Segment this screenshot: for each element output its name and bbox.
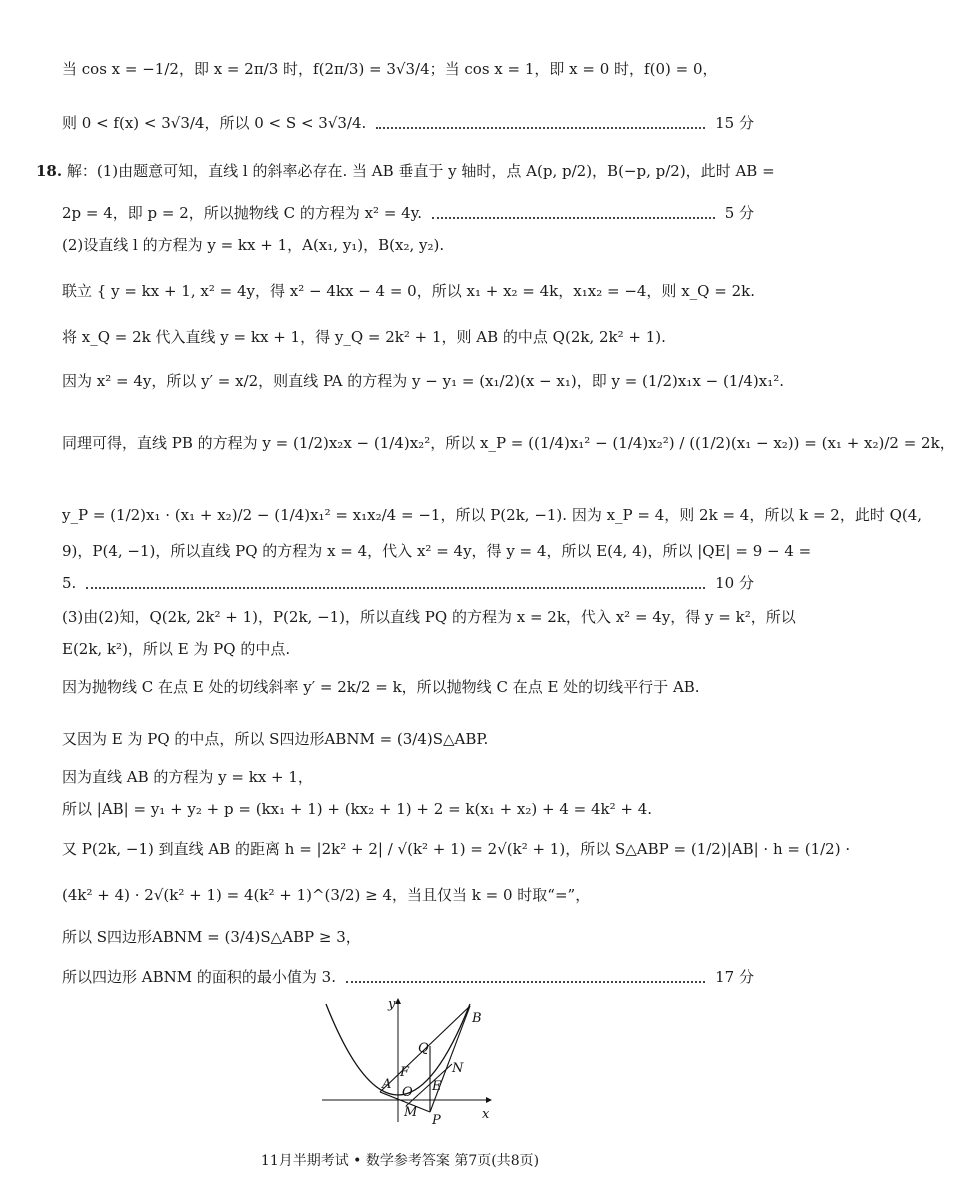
label-e: E [432,1079,442,1094]
line-5: (2)设直线 l 的方程为 y = kx + 1，A(x₁, y₁)，B(x₂, y₂). [62,236,445,254]
score-5: 5 分 [724,204,754,222]
line-20: (4k² + 4) · 2√(k² + 1) = 4(k² + 1)^(3/2) ≥ 4，当且仅当 k = 0 时取“=”， [62,886,591,904]
tangent-pb [430,1006,470,1112]
label-m: M [404,1105,418,1120]
line-22-text: 所以四边形 ABNM 的面积的最小值为 3. [62,968,336,986]
line-17: 因为直线 AB 的方程为 y = kx + 1， [62,768,313,786]
line-3-text: 解：(1)由题意可知，直线 l 的斜率必存在. 当 AB 垂直于 y 轴时，点 A(p, p/2)，B(−p, p/2)，此时 AB = [66,162,775,180]
label-b: B [472,1011,482,1026]
problem-number: 18. [36,162,63,180]
label-o: O [402,1085,413,1100]
line-9: 同理可得，直线 PB 的方程为 y = (1/2)x₂x − (1/4)x₂²，所以 x_P = ((1/4)x₁² − (1/4)x₂²) / ((1/2)(x₁ − x₂)) = (x₁ + x₂)/2 = 2k， [62,434,955,452]
line-18: 所以 |AB| = y₁ + y₂ + p = (kx₁ + 1) + (kx₂ + 1) + 2 = k(x₁ + x₂) + 4 = 4k² + 4. [62,800,653,818]
line-11: 9)，P(4, −1)，所以直线 PQ 的方程为 x = 4，代入 x² = 4y，得 y = 4，所以 E(4, 4)，所以 |QE| = 9 − 4 = [62,542,812,560]
line-4-text: 2p = 4，即 p = 2，所以抛物线 C 的方程为 x² = 4y. [62,204,422,222]
line-13: (3)由(2)知，Q(2k, 2k² + 1)，P(2k, −1)，所以直线 PQ 的方程为 x = 2k，代入 x² = 4y，得 y = k²，所以 [62,608,796,626]
line-21: 所以 S四边形ABNM = (3/4)S△ABP ≥ 3， [62,928,361,946]
line-12 [62,572,754,594]
line-19: 又 P(2k, −1) 到直线 AB 的距离 h = |2k² + 2| / √(k² + 1) = 2√(k² + 1)，所以 S△ABP = (1/2)|AB| · h = (1/2) · [62,840,851,858]
score-10: 10 分 [715,574,754,592]
label-p: P [432,1113,441,1128]
score-17: 17 分 [715,968,754,986]
line-3 [36,160,775,182]
label-q: Q [418,1041,429,1056]
line-12-text: 5. [62,574,77,592]
y-axis-arrow [395,998,401,1004]
line-14: E(2k, k²)，所以 E 为 PQ 的中点. [62,640,291,658]
line-15: 因为抛物线 C 在点 E 处的切线斜率 y′ = 2k/2 = k，所以抛物线 C 在点 E 处的切线平行于 AB. [62,678,700,696]
line-7: 将 x_Q = 2k 代入直线 y = kx + 1，得 y_Q = 2k² + 1，则 AB 的中点 Q(2k, 2k² + 1). [62,328,666,346]
dot-leader [86,587,705,589]
line-10: y_P = (1/2)x₁ · (x₁ + x₂)/2 − (1/4)x₁² = x₁x₂/4 = −1，所以 P(2k, −1). 因为 x_P = 4，则 2k = 4，所以 k = 2，此时 Q(4, [62,506,923,524]
parabola-figure [318,996,498,1126]
line-2 [62,112,754,134]
line-4 [62,202,754,224]
line-1: 当 cos x = −1/2，即 x = 2π/3 时，f(2π/3) = 3√3/4；当 cos x = 1，即 x = 0 时，f(0) = 0， [62,60,718,78]
line-2-text: 则 0 < f(x) < 3√3/4，所以 0 < S < 3√3/4. [62,114,367,132]
line-22 [62,966,754,988]
x-axis-arrow [486,1097,492,1103]
label-x: x [482,1107,490,1122]
page-footer: 11月半期考试 • 数学参考答案 第7页(共8页) [260,1153,540,1169]
label-f: F [400,1065,410,1080]
line-16: 又因为 E 为 PQ 的中点，所以 S四边形ABNM = (3/4)S△ABP. [62,730,489,748]
label-n: N [452,1061,464,1076]
label-a: A [382,1077,392,1092]
label-y: y [388,997,396,1012]
dot-leader [432,217,715,219]
score-15: 15 分 [715,114,754,132]
line-8: 因为 x² = 4y，所以 y′ = x/2，则直线 PA 的方程为 y − y₁ = (x₁/2)(x − x₁)，即 y = (1/2)x₁x − (1/4)x₁². [62,372,785,390]
dot-leader [376,127,705,129]
line-6: 联立 { y = kx + 1, x² = 4y，得 x² − 4kx − 4 = 0，所以 x₁ + x₂ = 4k，x₁x₂ = −4，则 x_Q = 2k. [62,282,755,300]
dot-leader [346,981,705,983]
